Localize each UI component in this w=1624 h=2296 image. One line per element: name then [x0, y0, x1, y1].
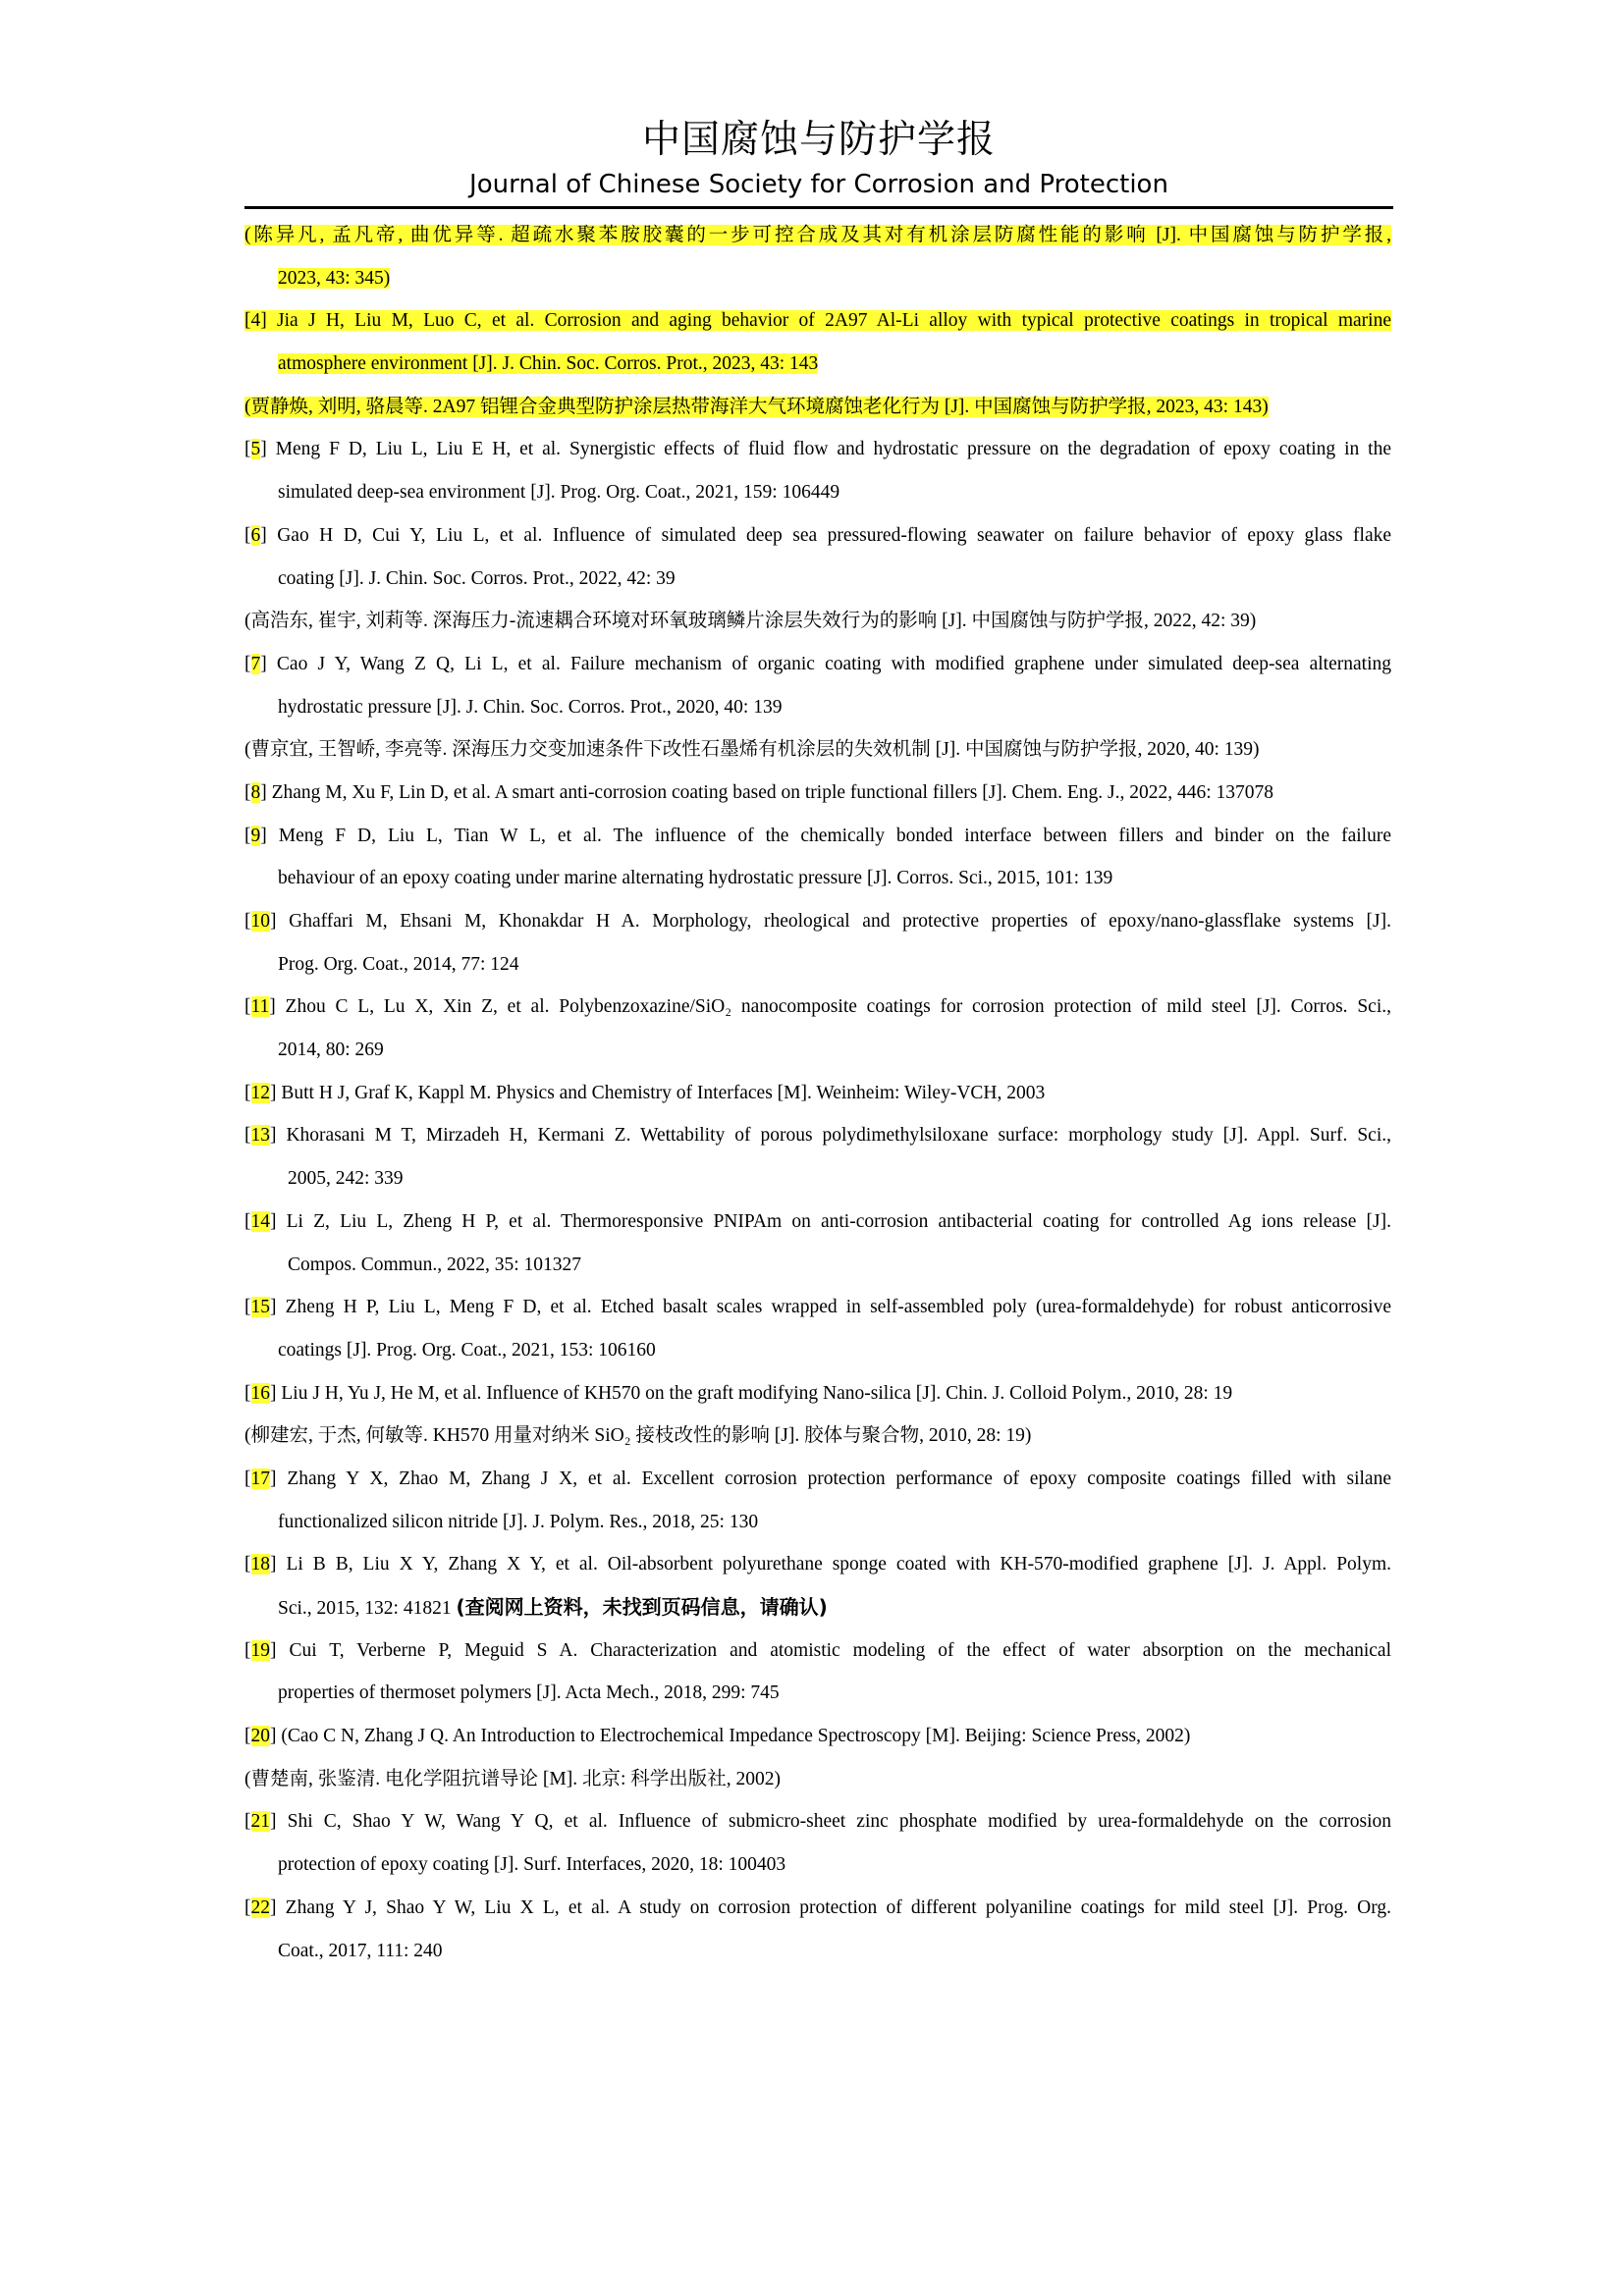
journal-header [244, 114, 1393, 202]
reference-line-text [278, 1595, 828, 1619]
reference-text: ] Zhang M, Xu F, Lin D, et al. A smart anti-corrosion coating based on triple functional fillers [J]. Chem. Eng. J., 2022, 446: 137078 [260, 781, 1274, 803]
reference-line-text [278, 1512, 758, 1532]
reference-text: ] Butt H J, Graf K, Kappl M. Physics and Chemistry of Interfaces [M]. Weinheim: Wiley-VCH, 2003 [270, 1082, 1046, 1103]
reference-line [244, 299, 1391, 343]
reference-text: atmosphere environment [J]. J. Chin. Soc. Corros. Prot., 2023, 43: 143 [278, 353, 819, 375]
reference-text: (曹京宜, 王智峤, 李亮等. 深海压力交变加速条件下改性石墨烯有机涂层的失效机制 [J]. 中国腐蚀与防护学报, 2020, 40: 139) [244, 739, 1260, 761]
reference-text: ] Liu J H, Yu J, He M, et al. Influence of KH570 on the graft modifying Nano-silica [J]. Chin. J. Colloid Polym., 2010, 28: 19 [270, 1382, 1233, 1404]
reference-line-text: [22] Zhang Y J, Shao Y W, Liu X L, et al. A study on corrosion protection of different polyaniline coatings for mild steel [J]. Prog. Org. [244, 1896, 1391, 1918]
reference-line-text [288, 1255, 581, 1275]
reference-line [244, 772, 1391, 815]
reference-line [244, 428, 1391, 471]
reference-number: 20 [250, 1726, 270, 1747]
reference-number: 19 [250, 1639, 270, 1661]
reference-line [244, 1843, 1391, 1887]
reference-line [244, 214, 1391, 257]
reference-text: ] Cao J Y, Wang Z Q, Li L, et al. Failure mechanism of organic coating with modified graphene under simulated deep-sea alternating [260, 653, 1391, 674]
editor-note: (查阅网上资料，未找到页码信息，请确认) [456, 1595, 828, 1619]
reference-number: 15 [250, 1297, 270, 1318]
reference-text: ] Ghaffari M, Ehsani M, Khonakdar H A. Morphology, rheological and protective properties of epoxy/nano-glassflake systems [J]. [270, 911, 1391, 932]
reference-line-text: [6] Gao H D, Cui Y, Liu L, et al. Influence of simulated deep sea pressured-flowing seawater on failure behavior of epoxy glass flake [244, 524, 1391, 546]
reference-line-text: [9] Meng F D, Liu L, Tian W L, et al. The influence of the chemically bonded interface between fillers and binder on the failure [244, 825, 1391, 846]
reference-text: [4] Jia J H, Liu M, Luo C, et al. Corrosion and aging behavior of 2A97 Al-Li alloy with typical protective coatings in tropical marine [244, 310, 1391, 332]
reference-text: ] Zheng H P, Liu L, Meng F D, et al. Etched basalt scales wrapped in self-assembled poly (urea-formaldehyde) for robust anticorrosive [270, 1297, 1391, 1318]
reference-line [244, 386, 1391, 429]
reference-line-text: [14] Li Z, Liu L, Zheng H P, et al. Thermoresponsive PNIPAm on anti-corrosion antibacterial coating for controlled Ag ions release [J]. [244, 1210, 1391, 1232]
reference-line [244, 1458, 1391, 1501]
reference-line [244, 1244, 1391, 1287]
reference-number: 11 [250, 996, 270, 1018]
reference-line-text: [11] Zhou C L, Lu X, Xin Z, et al. Polybenzoxazine/SiO₂ nanocomposite coatings for corrosion protection of mild steel [J]. Corros. Sci., [244, 996, 1391, 1018]
reference-text: ] Zhang Y X, Zhao M, Zhang J X, et al. Excellent corrosion protection performance of epoxy composite coatings filled with silane [270, 1468, 1391, 1489]
reference-text: Prog. Org. Coat., 2014, 77: 124 [278, 953, 519, 975]
journal-title-cn: 中国腐蚀与防护学报 [641, 118, 996, 162]
reference-text: ] Meng F D, Liu L, Tian W L, et al. The influence of the chemically bonded interface between fillers and binder on the failure [260, 825, 1391, 846]
reference-line-text [278, 1854, 785, 1875]
reference-line-text [278, 954, 519, 975]
reference-line-text [244, 225, 1391, 245]
reference-line-text: [21] Shi C, Shao Y W, Wang Y Q, et al. Influence of submicro-sheet zinc phosphate modified by urea-formaldehyde on the corrosion [244, 1811, 1391, 1833]
reference-text: Sci., 2015, 132: 41821 [278, 1598, 457, 1619]
reference-number: 9 [250, 825, 261, 846]
reference-text: functionalized silicon nitride [J]. J. Polym. Res., 2018, 25: 130 [278, 1511, 759, 1532]
reference-number: 18 [250, 1554, 270, 1575]
reference-line-text [244, 1769, 781, 1789]
reference-text: (曹楚南, 张鉴清. 电化学阻抗谱导论 [M]. 北京: 科学出版社, 2002) [244, 1768, 781, 1789]
reference-line [244, 1758, 1391, 1801]
reference-text: protection of epoxy coating [J]. Surf. Interfaces, 2020, 18: 100403 [278, 1854, 786, 1876]
reference-line-text: [12] Butt H J, Graf K, Kappl M. Physics and Chemistry of Interfaces [M]. Weinheim: Wiley-VCH, 2003 [244, 1082, 1046, 1103]
reference-number: 12 [250, 1082, 270, 1103]
reference-line [244, 1501, 1391, 1544]
reference-line [244, 1715, 1391, 1758]
reference-line-text: [19] Cui T, Verberne P, Meguid S A. Characterization and atomistic modeling of the effect of water absorption on the mechanical [244, 1639, 1391, 1661]
reference-text: Coat., 2017, 111: 240 [278, 1940, 443, 1961]
reference-line [244, 600, 1391, 643]
reference-text: hydrostatic pressure [J]. J. Chin. Soc. Corros. Prot., 2020, 40: 139 [278, 696, 783, 718]
reference-line-text [288, 1168, 404, 1189]
reference-line [244, 1543, 1391, 1586]
reference-line [244, 986, 1391, 1029]
reference-text: ] Li Z, Liu L, Zheng H P, et al. Thermoresponsive PNIPAm on anti-corrosion antibacterial coating for controlled Ag ions release [J]. [270, 1210, 1391, 1232]
reference-number: 13 [250, 1125, 270, 1147]
reference-line [244, 1029, 1391, 1072]
reference-line-text [278, 1682, 780, 1703]
reference-text: behaviour of an epoxy coating under marine alternating hydrostatic pressure [J]. Corros. Sci., 2015, 101: 139 [278, 868, 1113, 889]
reference-line-text [278, 568, 676, 589]
header-rule [244, 206, 1393, 209]
reference-line [244, 1372, 1391, 1415]
reference-line-text: [17] Zhang Y X, Zhao M, Zhang J X, et al. Excellent corrosion protection performance of epoxy composite coatings filled with silane [244, 1468, 1391, 1489]
reference-line [244, 343, 1391, 386]
reference-line [244, 857, 1391, 900]
reference-text: properties of thermoset polymers [J]. Acta Mech., 2018, 299: 745 [278, 1682, 780, 1704]
reference-line-text [278, 1040, 384, 1060]
reference-line [244, 643, 1391, 686]
reference-number: 7 [250, 653, 261, 674]
reference-line [244, 815, 1391, 858]
reference-number: 21 [250, 1811, 270, 1833]
reference-line [244, 1286, 1391, 1329]
reference-text: (柳建宏, 于杰, 何敏等. KH570 用量对纳米 SiO₂ 接枝改性的影响 [J]. 胶体与聚合物, 2010, 28: 19) [244, 1425, 1032, 1447]
reference-line-text: [10] Ghaffari M, Ehsani M, Khonakdar H A. Morphology, rheological and protective properties of epoxy/nano-glassflake systems [J]. [244, 911, 1391, 932]
reference-text: coatings [J]. Prog. Org. Coat., 2021, 153: 106160 [278, 1339, 656, 1361]
reference-text: (贾静焕, 刘明, 骆晨等. 2A97 铝锂合金典型防护涂层热带海洋大气环境腐蚀老化行为 [J]. 中国腐蚀与防护学报, 2023, 43: 143) [244, 396, 1269, 417]
reference-line [244, 1157, 1391, 1201]
reference-text: ] Khorasani M T, Mirzadeh H, Kermani Z. Wettability of porous polydimethylsiloxane surface: morphology study [J]. Appl. Surf. Sci., [270, 1125, 1391, 1147]
journal-title-en: Journal of Chinese Society for Corrosion and Protection [469, 170, 1168, 199]
reference-number: 14 [250, 1210, 270, 1232]
reference-line-text [244, 611, 1256, 631]
reference-line-text: [5] Meng F D, Liu L, Liu E H, et al. Synergistic effects of fluid flow and hydrostatic pressure on the degradation of epoxy coating in the [244, 439, 1391, 460]
reference-line-text: [8] Zhang M, Xu F, Lin D, et al. A smart anti-corrosion coating based on triple functional fillers [J]. Chem. Eng. J., 2022, 446: 137078 [244, 781, 1274, 803]
reference-line [244, 1072, 1391, 1115]
reference-line-text [244, 310, 1391, 331]
reference-text: ] Zhou C L, Lu X, Xin Z, et al. Polybenzoxazine/SiO₂ nanocomposite coatings for corrosion protection of mild steel [J]. Corros. Sci., [269, 996, 1391, 1018]
reference-line [244, 1586, 1391, 1629]
reference-line-text [278, 697, 782, 718]
reference-number: 10 [250, 911, 270, 932]
reference-line-text [278, 868, 1112, 888]
reference-line-text [244, 739, 1259, 760]
reference-line-text: [13] Khorasani M T, Mirzadeh H, Kermani Z. Wettability of porous polydimethylsiloxane surface: morphology study [J]. Appl. Surf. Sci., [244, 1125, 1391, 1147]
reference-line [244, 686, 1391, 729]
reference-line [244, 943, 1391, 987]
reference-line-text: [16] Liu J H, Yu J, He M, et al. Influence of KH570 on the graft modifying Nano-silica [J]. Chin. J. Colloid Polym., 2010, 28: 19 [244, 1382, 1233, 1404]
reference-line-text [278, 1340, 656, 1361]
reference-text: simulated deep-sea environment [J]. Prog. Org. Coat., 2021, 159: 106449 [278, 482, 840, 504]
reference-line-text: [18] Li B B, Liu X Y, Zhang X Y, et al. Oil-absorbent polyurethane sponge coated with KH-570-modified graphene [J]. J. Appl. Polym. [244, 1554, 1391, 1575]
reference-number: 5 [250, 439, 261, 460]
reference-line [244, 257, 1391, 300]
reference-line [244, 1114, 1391, 1157]
reference-text: 2023, 43: 345) [278, 267, 391, 289]
reference-line [244, 900, 1391, 943]
reference-line-text [244, 1425, 1031, 1446]
reference-line [244, 514, 1391, 558]
reference-line [244, 558, 1391, 601]
reference-list [244, 214, 1391, 1972]
reference-text: 2014, 80: 269 [278, 1040, 384, 1061]
reference-line [244, 1629, 1391, 1673]
reference-number: 6 [250, 524, 261, 546]
reference-line-text [244, 397, 1269, 417]
reference-line [244, 1415, 1391, 1458]
reference-line-text: [7] Cao J Y, Wang Z Q, Li L, et al. Failure mechanism of organic coating with modified graphene under simulated deep-sea alternating [244, 653, 1391, 674]
reference-text: Compos. Commun., 2022, 35: 101327 [288, 1254, 582, 1275]
reference-line-text [278, 1941, 443, 1961]
reference-line-text: [20] (Cao C N, Zhang J Q. An Introduction to Electrochemical Impedance Spectroscopy [M]. Beijing: Science Press, 2002) [244, 1726, 1191, 1747]
reference-number: 16 [250, 1382, 270, 1404]
reference-line [244, 1672, 1391, 1715]
reference-number: 17 [250, 1468, 270, 1489]
reference-line-text [278, 268, 390, 289]
reference-line [244, 728, 1391, 772]
reference-text: 2005, 242: 339 [288, 1168, 404, 1190]
reference-line-text [278, 353, 818, 374]
reference-text: ] Li B B, Liu X Y, Zhang X Y, et al. Oil-absorbent polyurethane sponge coated with KH-570-modified graphene [J]. J. Appl. Polym. [270, 1554, 1391, 1575]
reference-line [244, 471, 1391, 514]
reference-text: ] Cui T, Verberne P, Meguid S A. Characterization and atomistic modeling of the effect of water absorption on the mechanical [270, 1639, 1391, 1661]
reference-number: 22 [250, 1896, 270, 1918]
reference-line-text: [15] Zheng H P, Liu L, Meng F D, et al. Etched basalt scales wrapped in self-assembled poly (urea-formaldehyde) for robust anticorrosive [244, 1297, 1391, 1318]
reference-line-text [278, 482, 839, 503]
reference-text: ] (Cao C N, Zhang J Q. An Introduction to Electrochemical Impedance Spectroscopy [M]. Beijing: Science Press, 2002) [270, 1726, 1191, 1747]
reference-text: (陈异凡, 孟凡帝, 曲优异等. 超疏水聚苯胺胶囊的一步可控合成及其对有机涂层防腐性能的影响 [J]. 中国腐蚀与防护学报, [244, 225, 1391, 245]
reference-text: ] Gao H D, Cui Y, Liu L, et al. Influence of simulated deep sea pressured-flowing seawater on failure behavior of epoxy glass flake [260, 524, 1391, 546]
reference-line [244, 1887, 1391, 1930]
reference-text: coating [J]. J. Chin. Soc. Corros. Prot., 2022, 42: 39 [278, 567, 676, 589]
reference-text: ] Shi C, Shao Y W, Wang Y Q, et al. Influence of submicro-sheet zinc phosphate modified by urea-formaldehyde on the corrosion [270, 1811, 1391, 1833]
reference-number: 8 [250, 781, 261, 803]
reference-line [244, 1329, 1391, 1372]
reference-line [244, 1201, 1391, 1244]
reference-text: ] Zhang Y J, Shao Y W, Liu X L, et al. A study on corrosion protection of different polyaniline coatings for mild steel [J]. Prog. Org. [270, 1896, 1391, 1918]
reference-line [244, 1800, 1391, 1843]
reference-text: ] Meng F D, Liu L, Liu E H, et al. Synergistic effects of fluid flow and hydrostatic pressure on the degradation of epoxy coating in the [260, 439, 1391, 460]
reference-line [244, 1930, 1391, 1973]
reference-text: (高浩东, 崔宇, 刘莉等. 深海压力-流速耦合环境对环氧玻璃鳞片涂层失效行为的影响 [J]. 中国腐蚀与防护学报, 2022, 42: 39) [244, 611, 1257, 632]
